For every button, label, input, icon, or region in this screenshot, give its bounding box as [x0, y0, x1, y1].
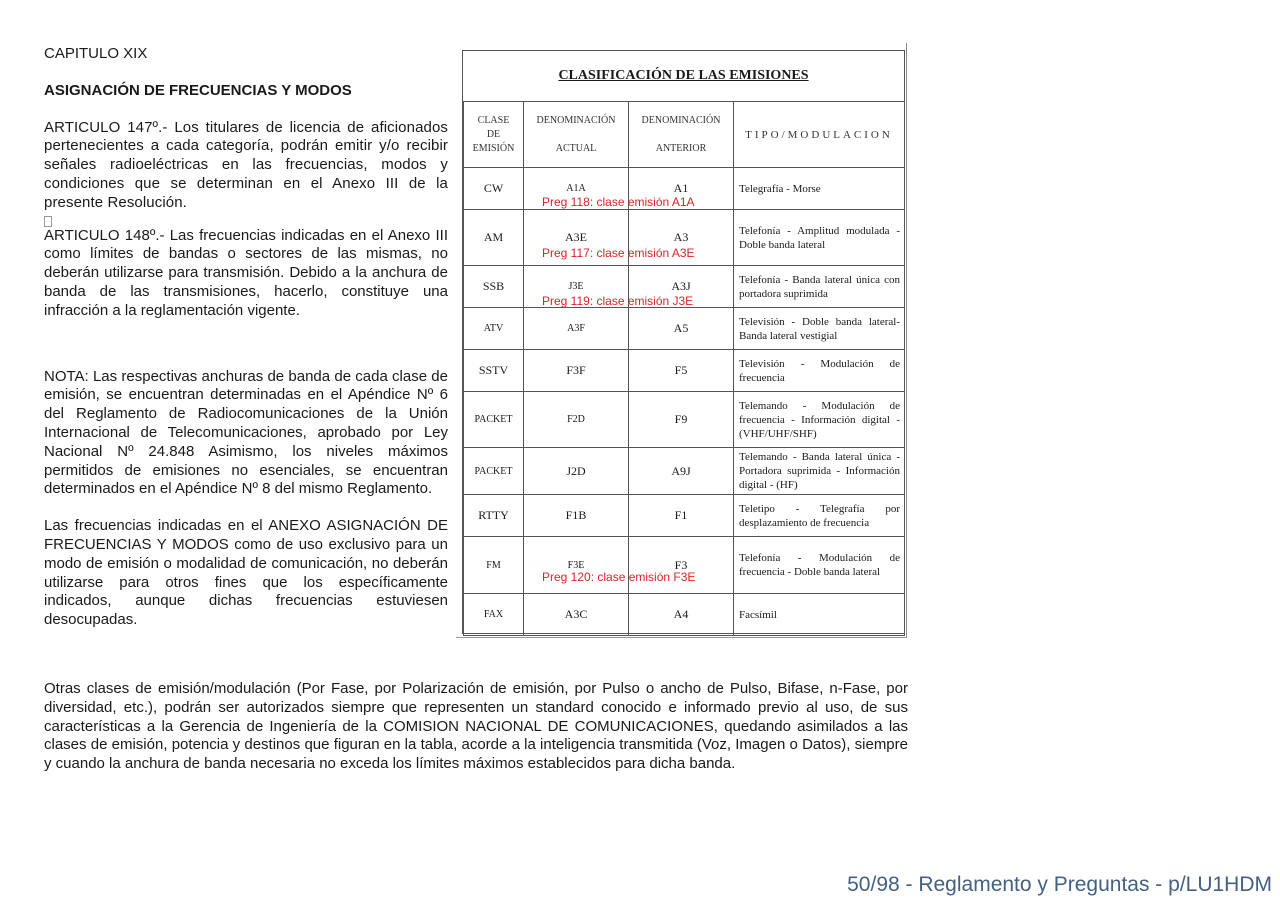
- cell-actual: F1B: [524, 495, 629, 537]
- article-147: ARTICULO 147º.- Los titulares de licencia de aficionados pertenecientes a cada categoría, podrán emitir y/o recibir señales radioeléctricas en las frecuencias, modos y condiciones que se determinan en el Anexo III de la presente Resolución.: [44, 118, 448, 211]
- cell-actual: F3F: [524, 350, 629, 392]
- table-row: [464, 308, 905, 350]
- header-anterior: DENOMINACIÓN ANTERIOR: [629, 102, 734, 168]
- cell-clase: FM: [464, 537, 524, 594]
- cell-anterior: A9J: [629, 448, 734, 495]
- table-row: [464, 495, 905, 537]
- cell-clase: CW: [464, 168, 524, 210]
- table-header-row: [464, 102, 905, 168]
- note-preg-120: Preg 120: clase emisión F3E: [542, 570, 696, 584]
- cell-anterior: F1: [629, 495, 734, 537]
- cell-tipo: Telefonía - Banda lateral única con portadora suprimida: [734, 266, 905, 308]
- table-row: [464, 594, 905, 636]
- cell-actual: F3E: [524, 537, 629, 594]
- cell-clase: AM: [464, 210, 524, 266]
- note-preg-118: Preg 118: clase emisión A1A: [542, 195, 695, 209]
- cell-actual: J3E: [524, 266, 629, 308]
- table-row: [464, 392, 905, 448]
- cell-anterior: A5: [629, 308, 734, 350]
- cell-actual: A3E: [524, 210, 629, 266]
- chapter-title: CAPITULO XIX: [44, 45, 148, 62]
- cell-tipo: Televisión - Doble banda lateral- Banda lateral vestigial: [734, 308, 905, 350]
- page-footer: 50/98 - Reglamento y Preguntas - p/LU1HDM: [847, 873, 1272, 896]
- cell-anterior: A3: [629, 210, 734, 266]
- table-title: CLASIFICACIÓN DE LAS EMISIONES: [463, 51, 904, 102]
- left-column: [44, 45, 448, 630]
- note-preg-117: Preg 117: clase emisión A3E: [542, 246, 695, 260]
- cell-tipo: Telemando - Banda lateral única - Portadora suprimida - Información digital - (HF): [734, 448, 905, 495]
- cell-tipo: Facsímil: [734, 594, 905, 636]
- nota-paragraph: NOTA: Las respectivas anchuras de banda de cada clase de emisión, se encuentran determinadas en el Apéndice Nº 6 del Reglamento de Radiocomunicaciones de la Unión Internacional de Telecomunicaciones, aprobado por Ley Nacional Nº 24.848 Asimismo, los niveles máximos permitidos de emisiones no esenciales, se encuentran determinados en el Apéndice Nº 8 del mismo Reglamento.: [44, 367, 448, 498]
- frecuencias-paragraph: Las frecuencias indicadas en el ANEXO ASIGNACIÓN DE FRECUENCIAS Y MODOS como de uso exclusivo para un modo de emisión o modalidad de comunicación, no deberán utilizarse para otros fines que los específicamente indicados, aunque dichas frecuencias estuviesen desocupadas.: [44, 517, 448, 629]
- cell-anterior: A4: [629, 594, 734, 636]
- emissions-table: [463, 101, 905, 636]
- cell-clase: ATV: [464, 308, 524, 350]
- cell-anterior: A1: [629, 168, 734, 210]
- page-rule-vertical: [906, 43, 907, 638]
- cell-tipo: Telefonía - Amplitud modulada - Doble banda lateral: [734, 210, 905, 266]
- cell-clase: SSTV: [464, 350, 524, 392]
- cell-tipo: Telefonía - Modulación de frecuencia - Doble banda lateral: [734, 537, 905, 594]
- table-row: [464, 537, 905, 594]
- header-tipo: TIPO/MODULACION: [734, 102, 905, 168]
- cell-anterior: F9: [629, 392, 734, 448]
- otras-clases-paragraph: Otras clases de emisión/modulación (Por Fase, por Polarización de emisión, por Pulso o ancho de Pulso, Bifase, n-Fase, por diversidad, etc.), podrán ser autorizados siempre que representen un standard conocido e informado previo al uso, de sus características a la Gerencia de Ingeniería de la COMISION NACIONAL DE COMUNICACIONES, quedando asimilados a las clases de emisión, potencia y destinos que figuran en la tabla, acorde a la inteligencia transmitida (Voz, Imagen o Datos), siempre y cuando la anchura de banda necesaria no exceda los límites máximos establecidos para dicha banda.: [44, 680, 908, 773]
- cell-clase: PACKET: [464, 448, 524, 495]
- cell-tipo: Televisión - Modulación de frecuencia: [734, 350, 905, 392]
- cell-anterior: A3J: [629, 266, 734, 308]
- table-row: [464, 448, 905, 495]
- note-preg-119: Preg 119: clase emisión J3E: [542, 294, 694, 308]
- cell-clase: PACKET: [464, 392, 524, 448]
- table-row: [464, 350, 905, 392]
- cell-clase: FAX: [464, 594, 524, 636]
- header-clase: CLASE DE EMISIÓN: [464, 102, 524, 168]
- header-actual: DENOMINACIÓN ACTUAL: [524, 102, 629, 168]
- cell-anterior: F5: [629, 350, 734, 392]
- cell-actual: A3F: [524, 308, 629, 350]
- cell-tipo: Telegrafía - Morse: [734, 168, 905, 210]
- section-heading: ASIGNACIÓN DE FRECUENCIAS Y MODOS: [44, 81, 352, 99]
- cell-clase: SSB: [464, 266, 524, 308]
- cell-anterior: F3: [629, 537, 734, 594]
- page-marker-icon: [44, 216, 52, 227]
- cell-actual: A1A: [524, 168, 629, 210]
- page-rule-horizontal: [456, 637, 906, 638]
- cell-tipo: Telemando - Modulación de frecuencia - Información digital - (VHF/UHF/SHF): [734, 392, 905, 448]
- article-148: ARTICULO 148º.- Las frecuencias indicadas en el Anexo III como límites de bandas o sectores de las mismas, no deberán utilizarse para transmisión. Debido a la anchura de banda de las transmisiones, hacerlo, constituye una infracción a la reglamentación vigente.: [44, 226, 448, 319]
- cell-actual: F2D: [524, 392, 629, 448]
- cell-clase: RTTY: [464, 495, 524, 537]
- cell-actual: A3C: [524, 594, 629, 636]
- emissions-table-container: [462, 50, 905, 634]
- cell-actual: J2D: [524, 448, 629, 495]
- cell-tipo: Teletipo - Telegrafía por desplazamiento de frecuencia: [734, 495, 905, 537]
